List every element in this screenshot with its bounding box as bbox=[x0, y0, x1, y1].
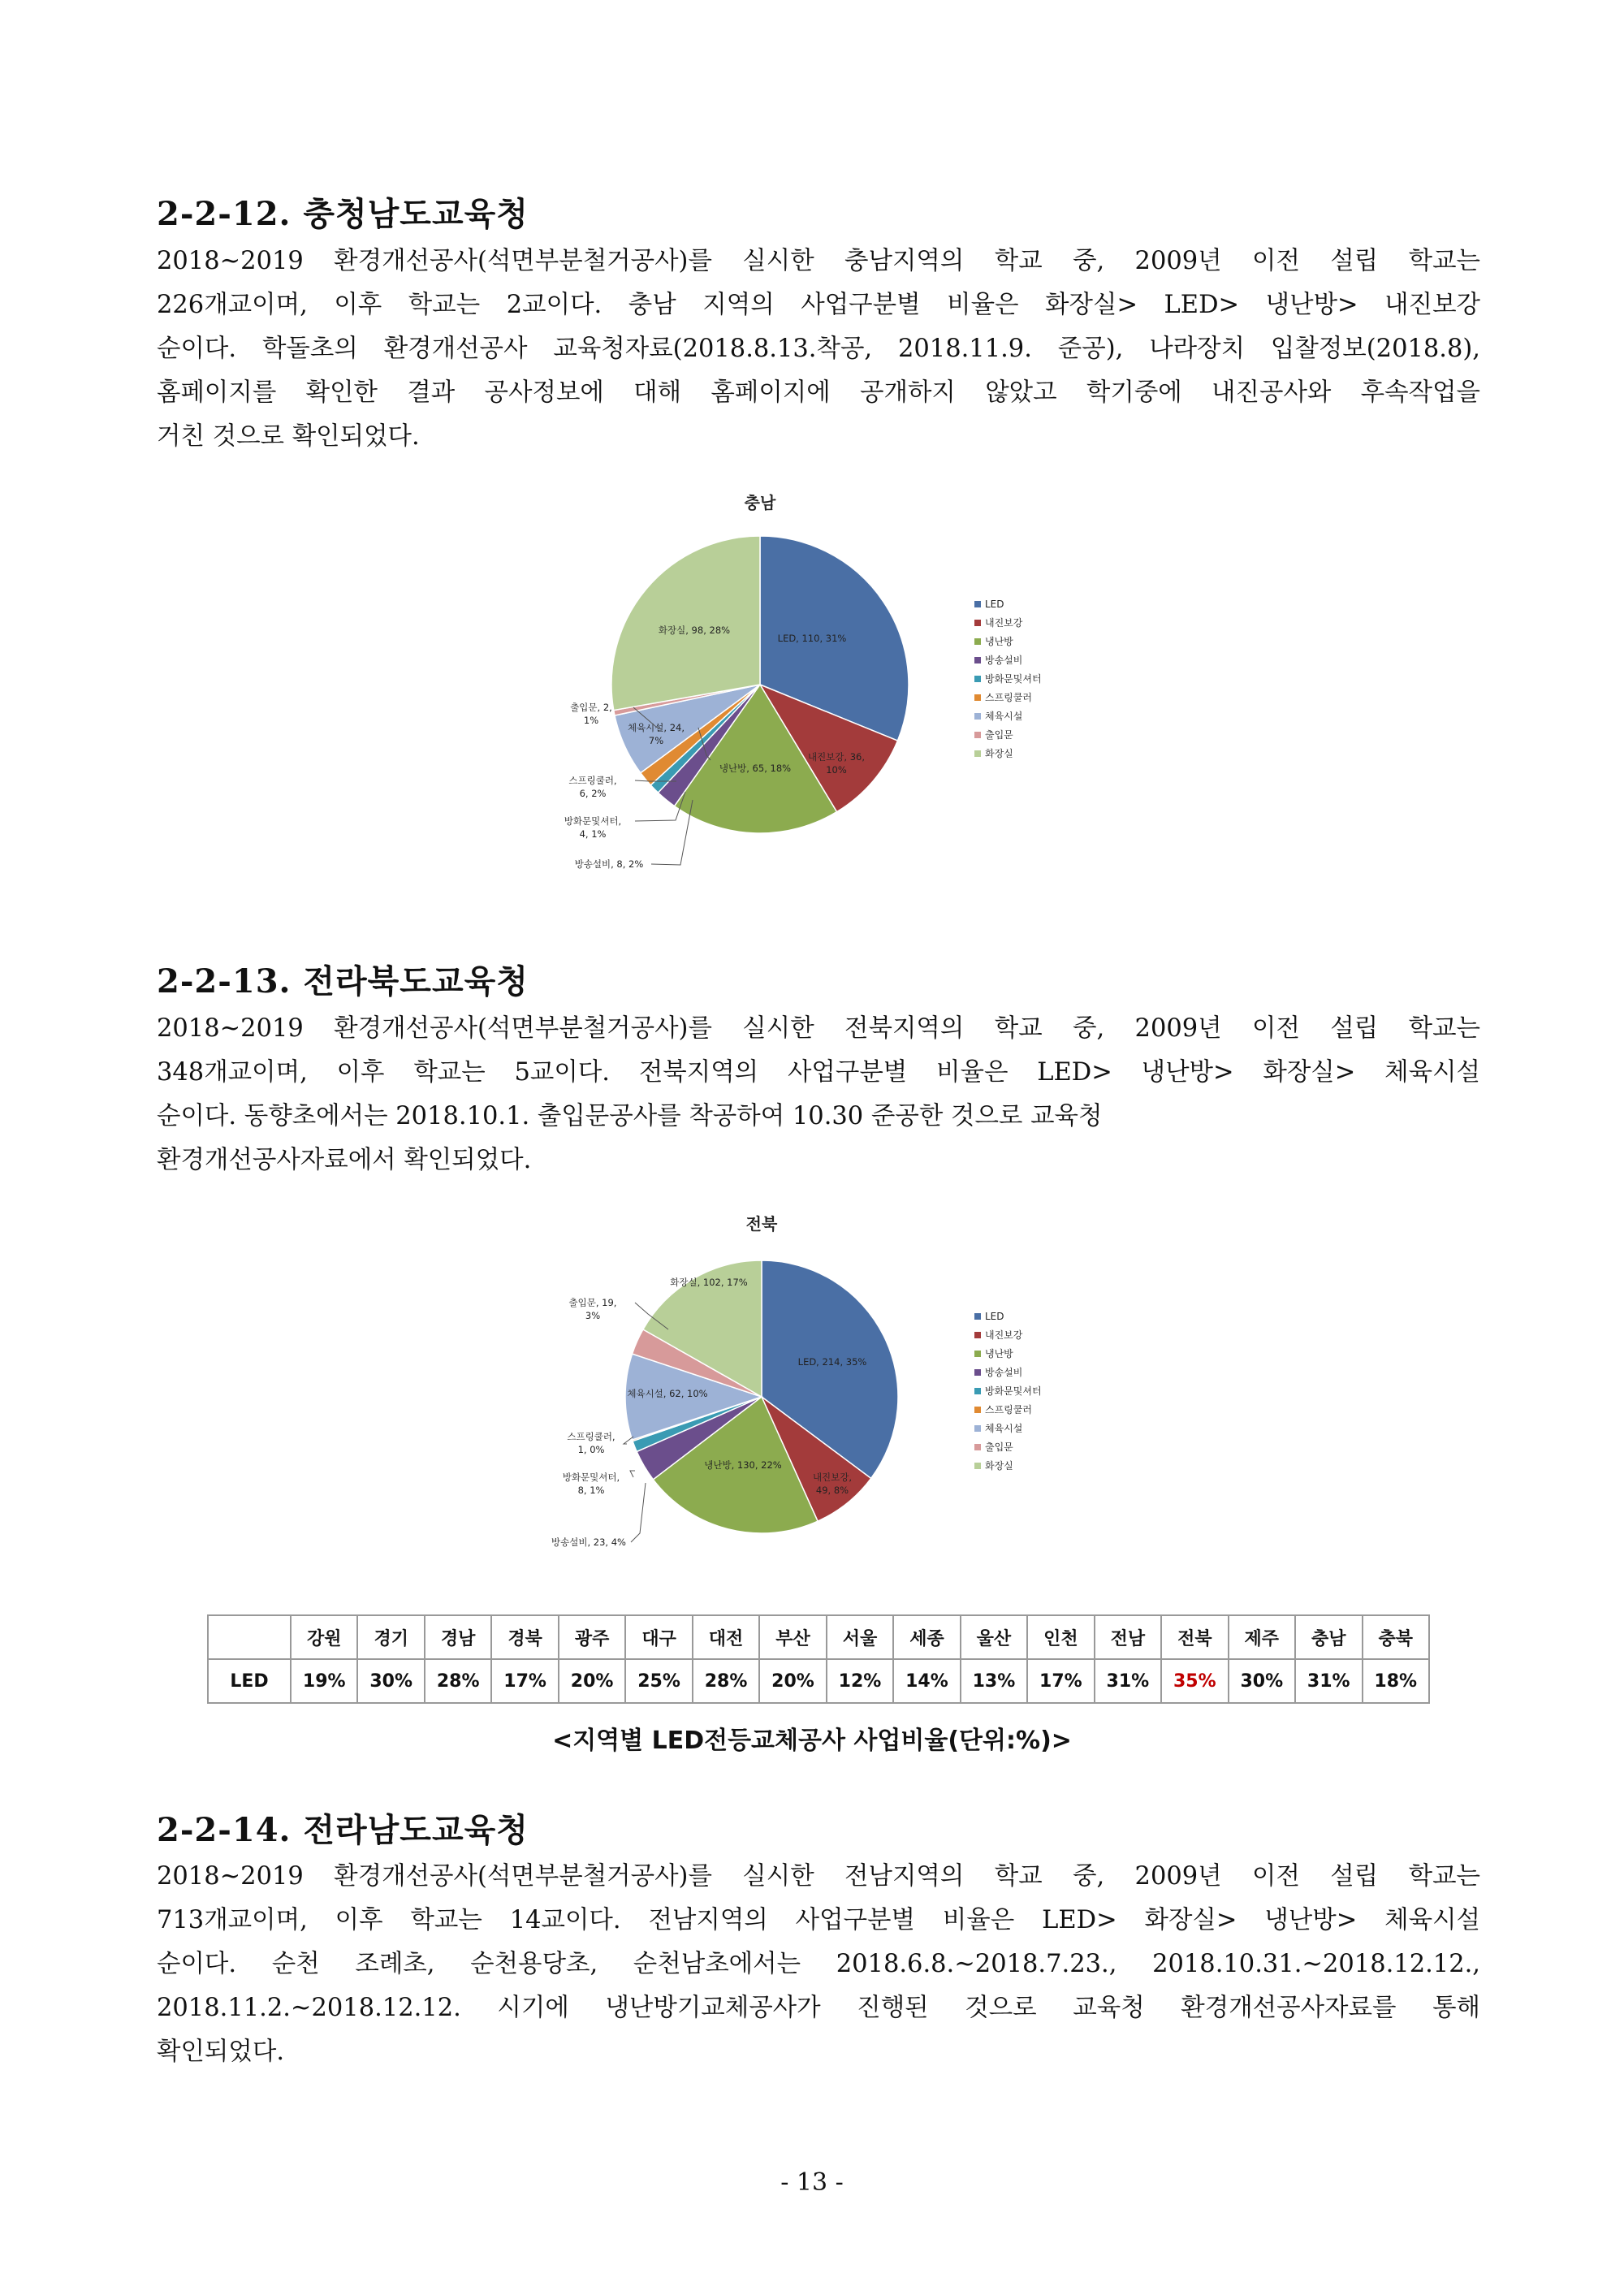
table-header-cell: 경북 bbox=[491, 1615, 558, 1659]
data-label: 체육시설, 24, 7% bbox=[627, 722, 685, 746]
page-number: - 13 - bbox=[780, 2168, 844, 2197]
pie-chart-svg bbox=[487, 487, 1137, 893]
section-heading: 2-2-12. 충청남도교육청 bbox=[157, 195, 529, 233]
legend-swatch bbox=[974, 694, 981, 701]
table-cell: 30% bbox=[1229, 1659, 1295, 1703]
legend-swatch bbox=[974, 638, 981, 645]
paragraph-line: 환경개선공사자료에서 확인되었다. bbox=[157, 1146, 532, 1174]
legend-entry: 내진보강 bbox=[985, 1329, 1023, 1341]
table-header-cell: 전북 bbox=[1161, 1615, 1228, 1659]
legend-entry: 체육시설 bbox=[985, 711, 1023, 722]
legend-entry: 출입문 bbox=[985, 1441, 1013, 1453]
table-cell: 17% bbox=[491, 1659, 558, 1703]
paragraph-line: 순이다. 순천 조례초, 순천용당초, 순천남초에서는 2018.6.8.~2018.7.23., 2018.10.31.~2018.12.12., bbox=[157, 1950, 1480, 1978]
legend-entry: 스프링쿨러 bbox=[985, 1404, 1032, 1415]
legend-entry: 방송설비 bbox=[985, 1367, 1023, 1378]
data-label: 스프링쿨러, 6, 2% bbox=[568, 775, 617, 799]
legend-swatch bbox=[974, 1444, 981, 1450]
leader-line bbox=[630, 1471, 635, 1477]
table-cell: 20% bbox=[759, 1659, 826, 1703]
data-label: 내진보강, 36, 10% bbox=[807, 751, 866, 776]
legend-entry: 체육시설 bbox=[985, 1423, 1023, 1434]
chart-title: 전북 bbox=[745, 1214, 778, 1234]
table-header-cell: 인천 bbox=[1027, 1615, 1094, 1659]
table-header-cell: 충북 bbox=[1363, 1615, 1430, 1659]
legend-swatch bbox=[974, 732, 981, 738]
paragraph-line: 순이다. 학돌초의 환경개선공사 교육청자료(2018.8.13.착공, 2018.11.9. 준공), 나라장치 입찰정보(2018.8), bbox=[157, 335, 1480, 363]
legend-entry: LED bbox=[985, 599, 1004, 610]
chart-title: 충남 bbox=[744, 493, 776, 512]
paragraph-line: 2018.11.2.~2018.12.12. 시기에 냉난방기교체공사가 진행된 것으로 교육청 환경개선공사자료를 통해 bbox=[157, 1994, 1480, 2022]
table-cell: 28% bbox=[693, 1659, 759, 1703]
table-header-cell: 경기 bbox=[357, 1615, 424, 1659]
legend-entry: 방화문및셔터 bbox=[985, 1385, 1042, 1397]
paragraph-line: 순이다. 동향초에서는 2018.10.1. 출입문공사를 착공하여 10.30 준공한 것으로 교육청 bbox=[157, 1102, 1103, 1130]
legend-swatch bbox=[974, 1425, 981, 1432]
data-label: 화장실, 102, 17% bbox=[670, 1277, 748, 1288]
data-label: 화장실, 98, 28% bbox=[658, 625, 731, 636]
data-label: 출입문, 2, 1% bbox=[570, 702, 612, 726]
table-header-cell: 광주 bbox=[559, 1615, 625, 1659]
legend-swatch bbox=[974, 676, 981, 682]
table-cell: 31% bbox=[1095, 1659, 1161, 1703]
legend-swatch bbox=[974, 750, 981, 757]
data-label: 스프링쿨러, 1, 0% bbox=[567, 1431, 615, 1455]
paragraph-line: 거친 것으로 확인되었다. bbox=[157, 422, 420, 451]
section-paragraph bbox=[157, 1007, 1480, 1182]
table-cell: 20% bbox=[559, 1659, 625, 1703]
legend-entry: 출입문 bbox=[985, 729, 1013, 741]
table-header-cell: 강원 bbox=[291, 1615, 357, 1659]
table-cell: 25% bbox=[625, 1659, 692, 1703]
table-row-label: LED bbox=[208, 1659, 291, 1703]
data-label: 체육시설, 62, 10% bbox=[627, 1388, 708, 1399]
legend-swatch bbox=[974, 713, 981, 720]
table-row bbox=[208, 1659, 1429, 1703]
legend-entry: 냉난방 bbox=[985, 636, 1013, 647]
led-ratio-table bbox=[207, 1614, 1430, 1704]
legend-swatch bbox=[974, 1463, 981, 1469]
table-cell: 31% bbox=[1295, 1659, 1362, 1703]
table-header-cell: 울산 bbox=[961, 1615, 1027, 1659]
table-header-cell: 서울 bbox=[827, 1615, 893, 1659]
legend-entry: 냉난방 bbox=[985, 1348, 1013, 1359]
data-label: 냉난방, 65, 18% bbox=[719, 763, 792, 774]
legend-swatch bbox=[974, 1388, 981, 1394]
table-cell: 12% bbox=[827, 1659, 893, 1703]
paragraph-line: 348개교이며, 이후 학교는 5교이다. 전북지역의 사업구분별 비율은 LED> 냉난방> 화장실> 체육시설 bbox=[157, 1058, 1480, 1087]
table-header-cell: 경남 bbox=[425, 1615, 491, 1659]
table-header-cell: 세종 bbox=[893, 1615, 960, 1659]
paragraph-line: 226개교이며, 이후 학교는 2교이다. 충남 지역의 사업구분별 비율은 화장실> LED> 냉난방> 내진보강 bbox=[157, 291, 1480, 319]
paragraph-line: 2018~2019 환경개선공사(석면부분철거공사)를 실시한 충남지역의 학교 중, 2009년 이전 설립 학교는 bbox=[157, 247, 1480, 275]
table-header-cell: 전남 bbox=[1095, 1615, 1161, 1659]
table-cell: 28% bbox=[425, 1659, 491, 1703]
legend-swatch bbox=[974, 1369, 981, 1376]
table-cell: 14% bbox=[893, 1659, 960, 1703]
data-label: 방화문및셔터, 4, 1% bbox=[564, 815, 622, 840]
table-cell: 30% bbox=[357, 1659, 424, 1703]
data-label: 냉난방, 130, 22% bbox=[704, 1459, 782, 1471]
pie-chart-chungnam bbox=[487, 487, 1137, 893]
pie-slice bbox=[611, 536, 760, 711]
table-cell: 13% bbox=[961, 1659, 1027, 1703]
legend-swatch bbox=[974, 620, 981, 626]
data-label: LED, 110, 31% bbox=[777, 633, 847, 644]
data-label: 내진보강, 49, 8% bbox=[812, 1472, 853, 1496]
table-cell: 18% bbox=[1363, 1659, 1430, 1703]
table-header-row bbox=[208, 1615, 1429, 1659]
table-header-cell: 부산 bbox=[759, 1615, 826, 1659]
legend-swatch bbox=[974, 601, 981, 607]
legend-swatch bbox=[974, 1351, 981, 1357]
section-paragraph bbox=[157, 240, 1480, 459]
legend-entry: 방화문및셔터 bbox=[985, 673, 1042, 685]
table-cell: 35% bbox=[1161, 1659, 1228, 1703]
pie-chart-svg bbox=[487, 1208, 1137, 1614]
legend-entry: 화장실 bbox=[985, 1460, 1013, 1472]
data-label: 방송설비, 23, 4% bbox=[551, 1536, 626, 1548]
paragraph-line: 2018~2019 환경개선공사(석면부분철거공사)를 실시한 전북지역의 학교 중, 2009년 이전 설립 학교는 bbox=[157, 1014, 1480, 1043]
table-cell: 17% bbox=[1027, 1659, 1094, 1703]
legend-entry: 스프링쿨러 bbox=[985, 692, 1032, 703]
legend-swatch bbox=[974, 1332, 981, 1338]
table-header-cell: 제주 bbox=[1229, 1615, 1295, 1659]
paragraph-line: 2018~2019 환경개선공사(석면부분철거공사)를 실시한 전남지역의 학교 중, 2009년 이전 설립 학교는 bbox=[157, 1862, 1480, 1891]
table-header-cell: 대구 bbox=[625, 1615, 692, 1659]
section-heading: 2-2-13. 전라북도교육청 bbox=[157, 962, 529, 1001]
legend-swatch bbox=[974, 1407, 981, 1413]
data-label: 방송설비, 8, 2% bbox=[574, 858, 644, 870]
paragraph-line: 확인되었다. bbox=[157, 2038, 285, 2066]
table-cell: 19% bbox=[291, 1659, 357, 1703]
section-paragraph bbox=[157, 1855, 1480, 2074]
data-label: 방화문및셔터, 8, 1% bbox=[562, 1472, 620, 1496]
section-heading: 2-2-14. 전라남도교육청 bbox=[157, 1811, 529, 1849]
legend-entry: 내진보강 bbox=[985, 617, 1023, 629]
data-label: 출입문, 19, 3% bbox=[568, 1297, 617, 1321]
paragraph-line: 713개교이며, 이후 학교는 14교이다. 전남지역의 사업구분별 비율은 LED> 화장실> 냉난방> 체육시설 bbox=[157, 1906, 1480, 1934]
paragraph-line: 홈페이지를 확인한 결과 공사정보에 대해 홈페이지에 공개하지 않았고 학기중에 내진공사와 후속작업을 bbox=[157, 378, 1480, 407]
legend-swatch bbox=[974, 657, 981, 663]
leader-line bbox=[631, 1483, 646, 1542]
legend-swatch bbox=[974, 1313, 981, 1320]
table-header-cell: 대전 bbox=[693, 1615, 759, 1659]
table-header-cell: 충남 bbox=[1295, 1615, 1362, 1659]
data-label: LED, 214, 35% bbox=[797, 1356, 867, 1368]
table-corner-cell bbox=[208, 1615, 291, 1659]
legend-entry: LED bbox=[985, 1311, 1004, 1322]
legend-entry: 방송설비 bbox=[985, 655, 1023, 666]
legend-entry: 화장실 bbox=[985, 748, 1013, 759]
pie-chart-jeonbuk bbox=[487, 1208, 1137, 1614]
table-caption: <지역별 LED전등교체공사 사업비율(단위:%)> bbox=[552, 1727, 1072, 1755]
